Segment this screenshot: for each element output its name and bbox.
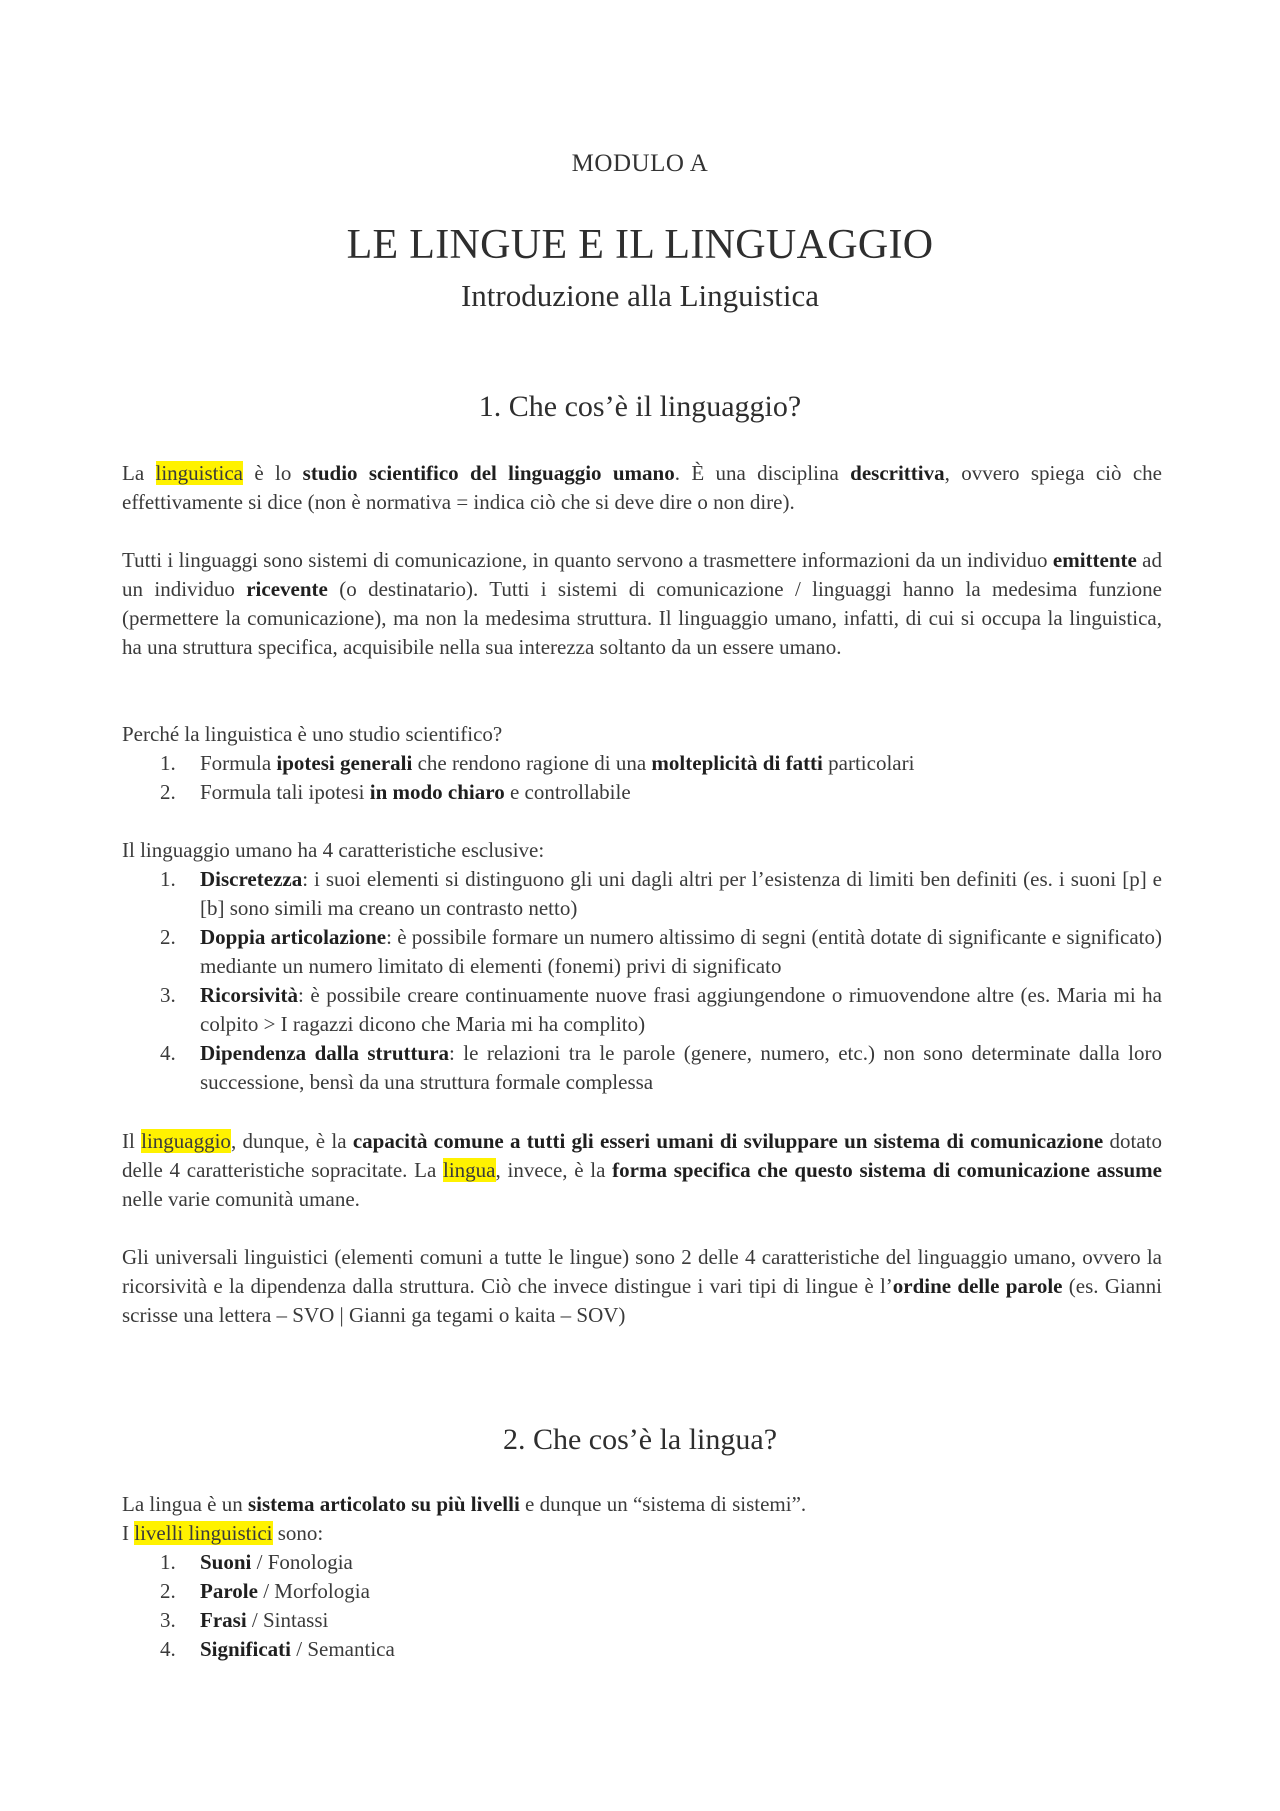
text: Il	[122, 1129, 142, 1153]
page-subtitle: Introduzione alla Linguistica	[460, 278, 820, 313]
list-item	[122, 1039, 1162, 1097]
list-livelli	[122, 1548, 1162, 1664]
bold-ipotesi-generali: ipotesi generali	[276, 751, 413, 775]
page-title: LE LINGUE E IL LINGUAGGIO	[346, 222, 934, 268]
text: ad un individuo	[122, 548, 1162, 601]
list-number: 3.	[160, 983, 176, 1007]
list-item	[122, 749, 1162, 778]
text: , ovvero spiega ciò che effettivamente si dice (non è normativa = indica ciò che si deve dire o non dire).	[122, 461, 1162, 514]
highlight-lingua: lingua	[443, 1158, 496, 1182]
paragraph-livelli	[122, 1519, 1162, 1548]
text: I	[122, 1521, 135, 1545]
text: è lo	[243, 461, 303, 485]
bold-descrittiva: descrittiva	[850, 461, 945, 485]
list-item	[122, 1548, 1162, 1577]
bold-term: Significati	[200, 1637, 292, 1661]
text: La lingua è un	[122, 1492, 248, 1516]
text: e controllabile	[504, 780, 631, 804]
bold-term: Dipendenza dalla struttura	[200, 1041, 450, 1065]
text: : le relazioni tra le parole (genere, numero, etc.) non sono determinate dalla loro successione, bensì da una struttura formale complessa	[200, 1041, 1162, 1094]
list-item	[122, 865, 1162, 923]
text: / Semantica	[291, 1637, 395, 1661]
list-number: 1.	[160, 751, 176, 775]
text: che rendono ragione di una	[412, 751, 652, 775]
text: (o destinatario). Tutti i sistemi di comunicazione / linguaggi hanno la medesima funzione (permettere la comunicazione), ma non la medesima struttura. Il linguaggio umano, infatti, di cui si occupa la linguistica, ha una struttura specifica, acquisibile nella sua interezza soltanto da un essere umano.	[122, 577, 1162, 659]
paragraph-scientifico-intro: Perché la linguistica è uno studio scientifico?	[122, 722, 503, 746]
bold-emittente: emittente	[1052, 548, 1137, 572]
list-item	[122, 981, 1162, 1039]
bold-term: Frasi	[200, 1608, 247, 1632]
paragraph-sistemi-comunicazione	[122, 546, 1162, 662]
text: , dunque, è la	[230, 1129, 353, 1153]
section-2-heading: 2. Che cos’è la lingua?	[502, 1423, 778, 1456]
module-label: MODULO A	[571, 150, 709, 177]
text: (es. Gianni scrisse una lettera – SVO | Gianni ga tegami o kaita – SOV)	[122, 1274, 1162, 1327]
list-number: 4.	[160, 1637, 176, 1661]
text: , invece, è la	[495, 1158, 613, 1182]
list-item	[122, 1577, 1162, 1606]
text: Formula	[200, 751, 277, 775]
bold-molteplicita: molteplicità di fatti	[651, 751, 823, 775]
list-caratteristiche	[122, 865, 1162, 1097]
text: Gli universali linguistici (elementi comuni a tutte le lingue) sono 2 delle 4 caratteristiche del linguaggio umano, ovvero la ricorsività e la dipendenza dalla struttura. Ciò che invece distingue i vari tipi di lingue è l’	[122, 1245, 1162, 1298]
list-number: 2.	[160, 1579, 176, 1603]
text: Tutti i linguaggi sono sistemi di comunicazione, in quanto servono a trasmettere informazioni da un individuo	[122, 548, 1053, 572]
highlight-livelli-linguistici: livelli linguistici	[134, 1521, 273, 1545]
text: dotato delle 4 caratteristiche sopracitate. La	[122, 1129, 1162, 1182]
list-item	[122, 778, 1162, 807]
bold-forma-specifica: forma specifica che questo sistema di comunicazione assume	[612, 1158, 1162, 1182]
bold-term: Suoni	[200, 1550, 252, 1574]
paragraph-lingua-sistema	[122, 1490, 1162, 1519]
bold-capacita-comune: capacità comune a tutti gli esseri umani di sviluppare un sistema di comunicazione	[352, 1129, 1104, 1153]
bold-term: Discretezza	[200, 867, 303, 891]
highlight-linguistica: linguistica	[155, 461, 243, 485]
list-item	[122, 1606, 1162, 1635]
highlight-linguaggio: linguaggio	[141, 1129, 231, 1153]
text: nelle varie comunità umane.	[122, 1187, 360, 1211]
bold-ricevente: ricevente	[246, 577, 328, 601]
paragraph-caratteristiche-intro: Il linguaggio umano ha 4 caratteristiche esclusive:	[122, 838, 545, 862]
bold-modo-chiaro: in modo chiaro	[369, 780, 505, 804]
bold-term: Parole	[200, 1579, 258, 1603]
list-item	[122, 923, 1162, 981]
list-item	[122, 1635, 1162, 1664]
bold-studio-scientifico: studio scientifico del linguaggio umano	[302, 461, 675, 485]
bold-ordine-parole: ordine delle parole	[892, 1274, 1063, 1298]
list-number: 1.	[160, 1550, 176, 1574]
list-number: 3.	[160, 1608, 176, 1632]
text: / Morfologia	[257, 1579, 370, 1603]
text: sono:	[272, 1521, 324, 1545]
list-scientifico	[122, 749, 1162, 807]
section-1-heading: 1. Che cos’è il linguaggio?	[478, 390, 802, 423]
text: : i suoi elementi si distinguono gli uni dagli altri per l’esistenza di limiti ben definiti (es. i suoni [p] e [b] sono simili ma creano un contrasto netto)	[200, 867, 1162, 920]
list-number: 2.	[160, 780, 176, 804]
text: / Fonologia	[251, 1550, 353, 1574]
text: / Sintassi	[246, 1608, 329, 1632]
text: . È una disciplina	[674, 461, 851, 485]
bold-term: Ricorsività	[200, 983, 298, 1007]
list-number: 1.	[160, 867, 176, 891]
list-number: 2.	[160, 925, 176, 949]
bold-sistema-articolato: sistema articolato su più livelli	[247, 1492, 520, 1516]
paragraph-linguistica	[122, 459, 1162, 517]
text: particolari	[822, 751, 915, 775]
paragraph-universali	[122, 1243, 1162, 1330]
paragraph-linguaggio-lingua	[122, 1127, 1162, 1214]
text: : è possibile formare un numero altissimo di segni (entità dotate di significante e significato) mediante un numero limitato di elementi (fonemi) privi di significato	[200, 925, 1162, 978]
list-number: 4.	[160, 1041, 176, 1065]
text: Formula tali ipotesi	[200, 780, 370, 804]
text: e dunque un “sistema di sistemi”.	[519, 1492, 807, 1516]
text: : è possibile creare continuamente nuove frasi aggiungendone o rimuovendone altre (es. Maria mi ha colpito > I ragazzi dicono che Maria mi ha complito)	[200, 983, 1162, 1036]
bold-term: Doppia articolazione	[200, 925, 387, 949]
text: La	[122, 461, 156, 485]
